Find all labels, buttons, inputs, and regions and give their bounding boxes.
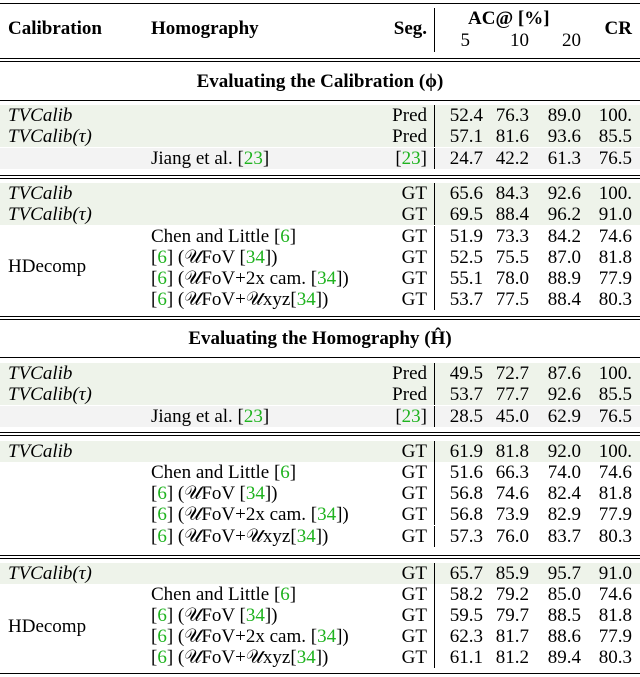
cell-ac20: 88.9 <box>547 268 581 289</box>
cell-ac10: 45.0 <box>495 406 529 427</box>
cell-homography <box>151 504 349 525</box>
cell-ac10: 66.3 <box>495 462 529 483</box>
seg-value: GT <box>401 605 427 626</box>
cell-homography <box>151 289 328 310</box>
cell-ac10: 81.2 <box>495 647 529 668</box>
table-row <box>0 384 640 405</box>
cell-ac5: 61.9 <box>449 441 483 462</box>
header-ac <box>468 8 550 30</box>
column-separator <box>434 626 435 647</box>
column-separator <box>434 126 435 147</box>
column-separator <box>434 148 435 169</box>
seg-value: Pred <box>392 105 427 126</box>
cell-ac20: 61.3 <box>547 148 581 169</box>
cell-ac20: 92.6 <box>547 183 581 204</box>
cell-ac10: 79.2 <box>495 584 529 605</box>
cell-seg <box>402 504 427 525</box>
cell-seg <box>402 647 427 668</box>
cell-seg <box>402 605 427 626</box>
seg-value: Pred <box>392 126 427 147</box>
cell-cr: 91.0 <box>598 563 632 584</box>
block-rule-4b <box>0 558 640 559</box>
column-separator <box>434 563 435 584</box>
cell-homography <box>151 406 269 427</box>
column-separator <box>434 247 435 268</box>
seg-value: GT <box>401 441 427 462</box>
homography-text: ] <box>289 462 297 483</box>
cell-seg <box>402 247 427 268</box>
block-rule-3 <box>0 432 640 433</box>
homography-text: ] <box>262 148 270 169</box>
table-row <box>0 183 640 204</box>
cell-ac20: 82.4 <box>547 483 581 504</box>
citation-ref: 34 <box>317 504 337 525</box>
cell-cr: 76.5 <box>598 148 632 169</box>
homography-text: [ <box>151 605 158 626</box>
cell-calibration: TVCalib(τ) <box>8 204 92 225</box>
cell-ac20: 62.9 <box>547 406 581 427</box>
table-row <box>0 605 640 626</box>
cell-cr: 80.3 <box>598 526 632 547</box>
homography-text: Chen and Little [ <box>151 226 281 247</box>
cell-cr: 77.9 <box>598 268 632 289</box>
homography-text: Jiang et al. [ <box>151 148 244 169</box>
homography-text: ] (𝒰FoV+2x cam. [ <box>166 626 318 647</box>
cell-seg <box>402 526 427 547</box>
homography-text: ]) <box>336 268 349 289</box>
table-row <box>0 526 640 547</box>
section-rule-2 <box>0 357 640 358</box>
cell-calibration: TVCalib(τ) <box>8 126 92 147</box>
cell-cr: 100. <box>598 183 632 204</box>
table-row <box>0 247 640 268</box>
cell-seg <box>402 204 427 225</box>
citation-ref: 34 <box>317 626 337 647</box>
table-row <box>0 105 640 126</box>
column-separator <box>434 384 435 405</box>
cell-ac20: 92.0 <box>547 441 581 462</box>
cell-ac5: 53.7 <box>449 289 483 310</box>
citation-ref: 6 <box>157 526 167 547</box>
homography-text: ]) <box>336 626 349 647</box>
cell-ac5: 62.3 <box>449 626 483 647</box>
homography-text: ] (𝒰FoV [ <box>166 483 246 504</box>
citation-ref: 6 <box>280 584 290 605</box>
citation-ref: 6 <box>280 462 290 483</box>
cell-cr: 81.8 <box>598 483 632 504</box>
cell-ac5: 57.1 <box>449 126 483 147</box>
citation-ref: 23 <box>401 148 421 169</box>
seg-value: GT <box>401 584 427 605</box>
cell-seg <box>402 462 427 483</box>
cell-cr: 77.9 <box>598 626 632 647</box>
seg-bracket-open: [ <box>395 406 402 427</box>
cell-homography <box>151 148 269 169</box>
seg-value: Pred <box>392 384 427 405</box>
cell-ac20: 87.0 <box>547 247 581 268</box>
cell-homography <box>151 247 278 268</box>
homography-text: ] <box>289 226 297 247</box>
homography-text: ] (𝒰FoV+2x cam. [ <box>166 504 318 525</box>
cell-ac10: 42.2 <box>495 148 529 169</box>
table-row <box>0 363 640 384</box>
cell-ac20: 88.6 <box>547 626 581 647</box>
cell-ac10: 76.3 <box>495 105 529 126</box>
citation-ref: 23 <box>401 406 421 427</box>
header-separator <box>434 8 435 52</box>
cell-cr: 85.5 <box>598 384 632 405</box>
cell-ac20: 82.9 <box>547 504 581 525</box>
cell-seg <box>402 268 427 289</box>
homography-text: ] <box>289 584 297 605</box>
bottom-rule <box>0 673 640 674</box>
cell-cr: 77.9 <box>598 504 632 525</box>
homography-text: Chen and Little [ <box>151 462 281 483</box>
column-separator <box>434 226 435 247</box>
seg-value: GT <box>401 183 427 204</box>
cell-cr: 100. <box>598 363 632 384</box>
seg-bracket-open: [ <box>395 148 402 169</box>
cell-seg <box>392 384 427 405</box>
seg-value: GT <box>401 526 427 547</box>
cell-ac5: 52.5 <box>449 247 483 268</box>
cell-calibration: TVCalib <box>8 183 73 204</box>
citation-ref: 23 <box>243 148 263 169</box>
header-ac-label: AC@ [%] <box>468 8 550 29</box>
citation-ref: 34 <box>245 247 265 268</box>
citation-ref: 34 <box>245 605 265 626</box>
cell-calibration: TVCalib <box>8 105 73 126</box>
block-rule-1 <box>0 175 640 176</box>
citation-ref: 34 <box>317 268 337 289</box>
homography-text: ]) <box>315 289 329 310</box>
citation-ref: 6 <box>157 247 167 268</box>
cell-ac20: 83.7 <box>547 526 581 547</box>
citation-ref: 34 <box>245 483 265 504</box>
seg-value: GT <box>401 563 427 584</box>
cell-ac5: 53.7 <box>449 384 483 405</box>
cell-homography <box>151 462 296 483</box>
column-separator <box>434 605 435 626</box>
block-rule-2b <box>0 319 640 320</box>
seg-value: GT <box>401 626 427 647</box>
cell-homography <box>151 647 328 668</box>
cell-seg <box>395 406 427 427</box>
column-separator <box>434 584 435 605</box>
cell-calibration: TVCalib <box>8 363 73 384</box>
header-t10: 10 <box>510 30 529 51</box>
cell-ac20: 92.6 <box>547 384 581 405</box>
cell-ac10: 85.9 <box>495 563 529 584</box>
seg-value: GT <box>401 204 427 225</box>
homography-text: [ <box>151 626 158 647</box>
seg-bracket-close: ] <box>420 148 427 169</box>
homography-text: ]) <box>336 504 349 525</box>
seg-bracket-close: ] <box>420 406 427 427</box>
homography-text: [ <box>151 289 158 310</box>
header-seg: Seg. <box>393 18 427 39</box>
cell-ac20: 87.6 <box>547 363 581 384</box>
cell-seg <box>402 483 427 504</box>
cell-ac10: 79.7 <box>495 605 529 626</box>
citation-ref: 6 <box>157 483 167 504</box>
cell-seg <box>402 226 427 247</box>
cell-homography <box>151 605 278 626</box>
homography-text: Jiang et al. [ <box>151 406 244 427</box>
citation-ref: 6 <box>157 268 167 289</box>
cell-ac5: 28.5 <box>449 406 483 427</box>
cell-calibration: TVCalib(τ) <box>8 384 92 405</box>
table-row <box>0 148 640 169</box>
homography-text: ]) <box>264 605 278 626</box>
cell-ac5: 56.8 <box>449 483 483 504</box>
cell-ac20: 88.5 <box>547 605 581 626</box>
citation-ref: 34 <box>296 289 316 310</box>
cell-ac10: 77.5 <box>495 289 529 310</box>
section-title-homography: Evaluating the Homography (Ĥ) <box>188 328 452 349</box>
seg-value: GT <box>401 268 427 289</box>
cell-ac20: 96.2 <box>547 204 581 225</box>
citation-ref: 34 <box>296 647 316 668</box>
column-separator <box>434 526 435 547</box>
cell-cr: 80.3 <box>598 647 632 668</box>
column-separator <box>434 504 435 525</box>
citation-ref: 6 <box>157 289 167 310</box>
cell-ac5: 51.6 <box>449 462 483 483</box>
homography-text: ]) <box>264 483 278 504</box>
cell-cr: 80.3 <box>598 289 632 310</box>
cell-ac5: 56.8 <box>449 504 483 525</box>
column-separator <box>434 406 435 427</box>
cell-seg <box>402 626 427 647</box>
citation-ref: 6 <box>157 605 167 626</box>
seg-value: GT <box>401 462 427 483</box>
homography-text: ] (𝒰FoV+𝒰xyz[ <box>166 526 297 547</box>
header-rule-1 <box>0 58 640 59</box>
block-rule-4 <box>0 555 640 556</box>
table-row <box>0 204 640 225</box>
cell-ac10: 75.5 <box>495 247 529 268</box>
column-separator <box>434 363 435 384</box>
column-separator <box>434 289 435 310</box>
cell-ac10: 77.7 <box>495 384 529 405</box>
cell-ac10: 76.0 <box>495 526 529 547</box>
cell-homography <box>151 226 296 247</box>
citation-ref: 6 <box>280 226 290 247</box>
header-homography: Homography <box>151 18 259 39</box>
cell-ac5: 49.5 <box>449 363 483 384</box>
seg-value: Pred <box>392 363 427 384</box>
homography-text: [ <box>151 526 158 547</box>
homography-text: ]) <box>264 247 278 268</box>
cell-homography <box>151 584 296 605</box>
cell-ac20: 93.6 <box>547 126 581 147</box>
cell-ac10: 88.4 <box>495 204 529 225</box>
seg-value: GT <box>401 289 427 310</box>
cell-ac5: 24.7 <box>449 148 483 169</box>
table-row <box>0 126 640 147</box>
table-row <box>0 584 640 605</box>
cell-ac5: 61.1 <box>449 647 483 668</box>
seg-value: GT <box>401 647 427 668</box>
seg-value: GT <box>401 226 427 247</box>
homography-text: [ <box>151 647 158 668</box>
cell-ac20: 89.4 <box>547 647 581 668</box>
cell-ac20: 85.0 <box>547 584 581 605</box>
cell-calibration: TVCalib(τ) <box>8 563 92 584</box>
header-calibration: Calibration <box>8 18 102 39</box>
seg-value: GT <box>401 504 427 525</box>
homography-text: ] (𝒰FoV [ <box>166 247 246 268</box>
column-separator <box>434 483 435 504</box>
cell-ac5: 55.1 <box>449 268 483 289</box>
table-row <box>0 563 640 584</box>
cell-ac10: 73.9 <box>495 504 529 525</box>
cell-homography <box>151 268 349 289</box>
homography-text: ] (𝒰FoV+2x cam. [ <box>166 268 318 289</box>
homography-text: [ <box>151 268 158 289</box>
homography-text: ] <box>262 406 270 427</box>
table-row <box>0 406 640 427</box>
cell-ac10: 81.8 <box>495 441 529 462</box>
cell-ac5: 65.7 <box>449 563 483 584</box>
cell-calibration: TVCalib <box>8 441 73 462</box>
block-rule-3b <box>0 435 640 436</box>
cell-cr: 91.0 <box>598 204 632 225</box>
cell-cr: 100. <box>598 441 632 462</box>
citation-ref: 6 <box>157 504 167 525</box>
block-rule-2 <box>0 316 640 317</box>
cell-ac10: 81.6 <box>495 126 529 147</box>
cell-ac5: 52.4 <box>449 105 483 126</box>
cell-ac10: 73.3 <box>495 226 529 247</box>
cell-seg <box>402 183 427 204</box>
cell-cr: 81.8 <box>598 605 632 626</box>
column-separator <box>434 105 435 126</box>
homography-text: [ <box>151 504 158 525</box>
homography-text: ] (𝒰FoV+𝒰xyz[ <box>166 289 297 310</box>
homography-text: [ <box>151 247 158 268</box>
citation-ref: 34 <box>296 526 316 547</box>
table-row <box>0 626 640 647</box>
cell-cr: 74.6 <box>598 462 632 483</box>
top-rule <box>0 3 640 4</box>
cell-seg <box>402 584 427 605</box>
cell-ac5: 69.5 <box>449 204 483 225</box>
cell-cr: 74.6 <box>598 226 632 247</box>
citation-ref: 6 <box>157 647 167 668</box>
seg-value: GT <box>401 247 427 268</box>
cell-ac20: 84.2 <box>547 226 581 247</box>
cell-ac20: 95.7 <box>547 563 581 584</box>
table-row <box>0 289 640 310</box>
citation-ref: 23 <box>243 406 263 427</box>
header-cr: CR <box>604 18 632 39</box>
cell-ac10: 72.7 <box>495 363 529 384</box>
column-separator <box>434 204 435 225</box>
cell-cr: 74.6 <box>598 584 632 605</box>
column-separator <box>434 441 435 462</box>
column-separator <box>434 647 435 668</box>
section-rule-1 <box>0 100 640 101</box>
cell-homography <box>151 483 278 504</box>
table-row <box>0 441 640 462</box>
cell-seg <box>402 289 427 310</box>
cell-cr: 85.5 <box>598 126 632 147</box>
cell-homography <box>151 626 349 647</box>
column-separator <box>434 268 435 289</box>
homography-text: ]) <box>315 647 329 668</box>
table-row <box>0 268 640 289</box>
cell-ac5: 58.2 <box>449 584 483 605</box>
cell-homography <box>151 526 328 547</box>
cell-ac10: 84.3 <box>495 183 529 204</box>
cell-seg <box>402 441 427 462</box>
table-row <box>0 504 640 525</box>
cell-cr: 76.5 <box>598 406 632 427</box>
cell-cr: 100. <box>598 105 632 126</box>
column-separator <box>434 183 435 204</box>
homography-text: ]) <box>315 526 329 547</box>
cell-seg <box>392 105 427 126</box>
table-row <box>0 226 640 247</box>
cell-ac10: 78.0 <box>495 268 529 289</box>
column-separator <box>434 462 435 483</box>
citation-ref: 6 <box>157 626 167 647</box>
cell-ac20: 74.0 <box>547 462 581 483</box>
cell-ac10: 74.6 <box>495 483 529 504</box>
table-row <box>0 483 640 504</box>
table-row <box>0 647 640 668</box>
cell-ac20: 88.4 <box>547 289 581 310</box>
header-t20: 20 <box>562 30 581 51</box>
homography-text: ] (𝒰FoV+𝒰xyz[ <box>166 647 297 668</box>
homography-text: [ <box>151 483 158 504</box>
table-row <box>0 462 640 483</box>
cell-seg <box>395 148 427 169</box>
cell-seg <box>392 363 427 384</box>
cell-ac5: 51.9 <box>449 226 483 247</box>
cell-ac5: 65.6 <box>449 183 483 204</box>
cell-ac20: 89.0 <box>547 105 581 126</box>
header-t5: 5 <box>460 30 470 51</box>
seg-value: GT <box>401 483 427 504</box>
homography-text: ] (𝒰FoV [ <box>166 605 246 626</box>
header-rule-2 <box>0 61 640 62</box>
group-label-hdecomp-2: HDecomp <box>8 616 87 637</box>
block-rule-1b <box>0 178 640 179</box>
cell-seg <box>392 126 427 147</box>
group-label-hdecomp-1: HDecomp <box>8 256 87 277</box>
cell-seg <box>402 563 427 584</box>
section-title-calibration: Evaluating the Calibration (ϕ) <box>196 71 444 92</box>
cell-cr: 81.8 <box>598 247 632 268</box>
homography-text: Chen and Little [ <box>151 584 281 605</box>
cell-ac5: 57.3 <box>449 526 483 547</box>
cell-ac5: 59.5 <box>449 605 483 626</box>
cell-ac10: 81.7 <box>495 626 529 647</box>
